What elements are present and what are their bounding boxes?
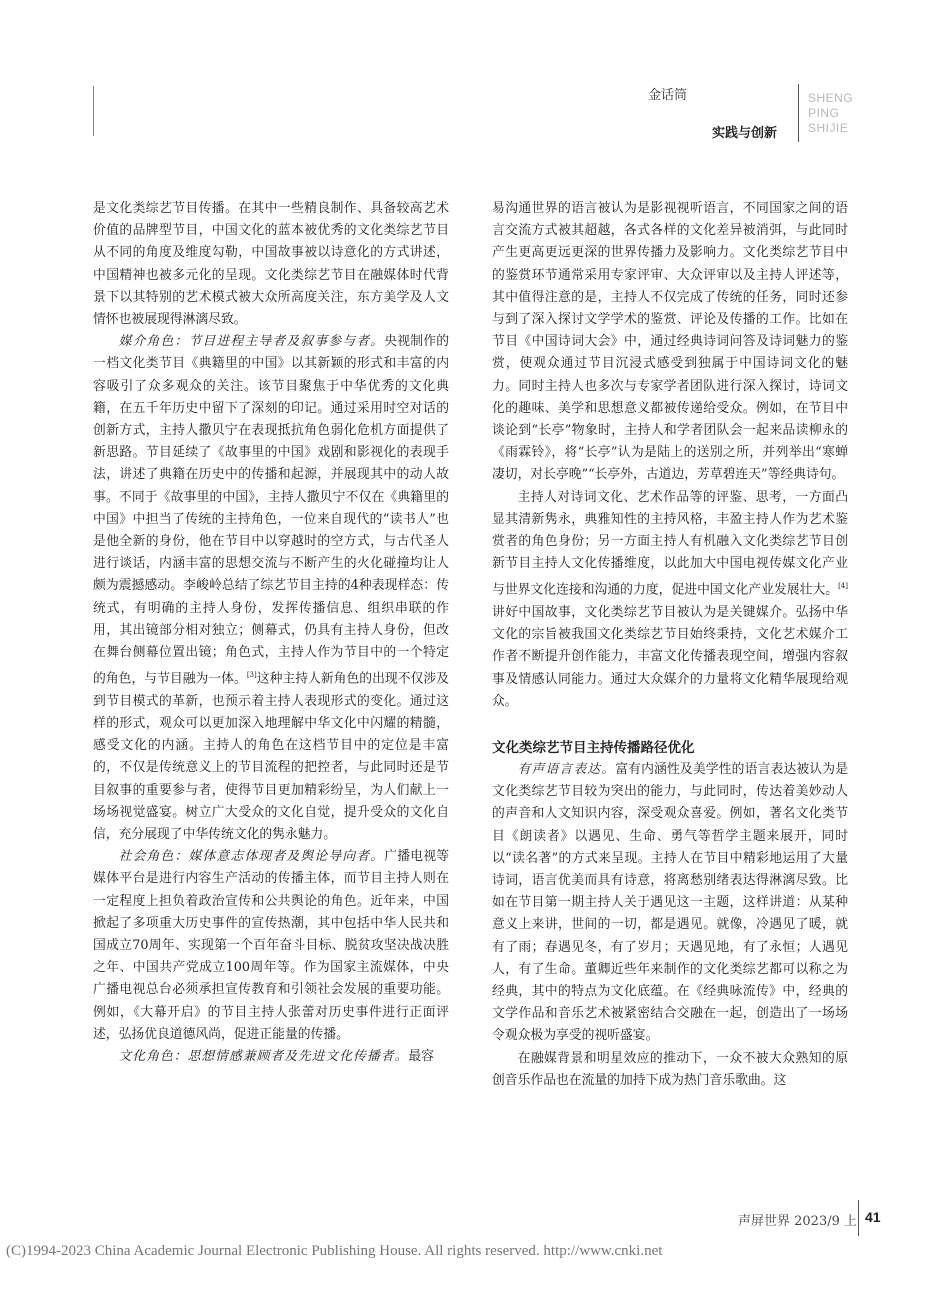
citation-3: [3] xyxy=(246,671,257,680)
header-section-title: 实践与创新 xyxy=(712,126,778,141)
right-paragraph-1: 易沟通世界的语言被认为是影视视听语言，不同国家之间的语言交流方式被其超越，各式各样的文化差异被消弭，与此同时产生更高更远更深的世界传播力及影响力。文化类综艺节目中的鉴赏环节通常采用专家评审、大众评审以及主持人评述等，其中值得注意的是，主持人不仅完成了传统的任务，同时还参与到了深入探讨文学学术的鉴赏、评论及传播的工作。比如在节目《中国诗词大会》中，通过经典诗词问答及诗词魅力的鉴赏，使观众通过节目沉浸式感受到独属于中国诗词文化的魅力。同时主持人也多次与专家学者团队进行深入探讨，诗词文化的趣味、美学和思想意义都被传递给受众。例如，在节目中谈论到“长亭”物象时，主持人和学者团队会一起来品读柳永的《雨霖铃》，将“长亭”认为是陆上的送别之所，并列举出“寒蝉凄切，对长亭晚”“长亭外，古道边，芳草碧连天”等经典诗句。 xyxy=(492,201,848,483)
header-left-rule xyxy=(93,86,94,136)
citation-4: [4] xyxy=(838,582,848,591)
pinyin-line-2: PING xyxy=(808,106,840,120)
section-heading: 文化类综艺节目主持传播路径优化 xyxy=(492,739,695,755)
header-divider xyxy=(798,84,799,142)
header-magazine-pinyin xyxy=(808,91,853,136)
cultural-role-lead: 文化角色：思想情感兼顾者及先进文化传播者。 xyxy=(118,1048,409,1064)
right-paragraph-last: 在融媒背景和明星效应的推动下，一众不被大众熟知的原创音乐作品也在流量的加持下成为热门音乐歌曲。这 xyxy=(492,1050,848,1088)
page-number: 41 xyxy=(865,1209,881,1225)
social-role-text: 广播电视等媒体平台是进行内容生产活动的传播主体，而节目主持人则在一定程度上担负着政治宣传和公共舆论的角色。近年来，中国掀起了多项重大历史事件的宣传热潮，其中包括中华人民共和国成立70周年、实现第一个百年奋斗目标、脱贫攻坚决战决胜之年、中国共产党成立100周年等。作为国家主流媒体，中央广播电视总台必须承担宣传教育和引领社会发展的重要功能。例如，《大幕开启》的节目主持人张蕾对历史事件进行正面评述，弘扬优良道德风尚，促进正能量的传播。 xyxy=(93,849,450,1042)
footer-magazine-issue: 声屏世界 2023/9 上 xyxy=(738,1214,857,1229)
cultural-role-text: 最容 xyxy=(408,1048,434,1064)
left-paragraph-cultural-role xyxy=(93,1046,449,1068)
right-column xyxy=(492,198,848,1092)
right-paragraph-2-text-a: 主持人对诗词文化、艺术作品等的评鉴、思考，一方面凸显其清新隽永，典雅知性的主持风格，丰盈主持人作为艺术鉴赏者的角色身份；另一方面主持人有机融入文化类综艺节目创新节目主持人文化传播维度，以此加大中国电视传媒文化产业与世界文化连接和沟通的力度，促进中国文化产业发展壮大。 xyxy=(492,489,848,598)
right-paragraph-2-text-b: 讲好中国故事，文化类综艺节目被认为是关键媒介。弘扬中华文化的宗旨被我国文化类综艺节目始终秉持，文化艺术媒介工作者不断提升创作能力，丰富文化传播表现空间，增强内容叙事及情感认同能力。通过大众媒介的力量将文化精华展现给观众。 xyxy=(492,604,848,709)
pinyin-line-3: SHIJIE xyxy=(808,121,849,135)
left-column xyxy=(93,198,449,1068)
pinyin-line-1: SHENG xyxy=(808,91,854,105)
header-author: 金话筒 xyxy=(648,88,688,103)
footer-divider xyxy=(858,1200,859,1236)
media-role-lead: 媒介角色：节目进程主导者及叙事参与者。 xyxy=(118,334,385,350)
left-paragraph-media-role xyxy=(93,331,449,846)
voice-expression-lead: 有声语言表达。 xyxy=(517,761,616,777)
media-role-text-a: 央视制作的一档文化类节目《典籍里的中国》以其新颖的形式和丰富的内容吸引了众多观众的关注。该节目聚焦于中华优秀的文化典籍，在五千年历史中留下了深刻的印记。通过采用时空对话的创新方式，主持人撒贝宁在表现抵抗角色弱化危机方面提供了新思路。节目延续了《故事里的中国》戏剧和影视化的表现手法，讲述了典籍在历史中的传播和起源，并展现其中的动人故事。不同于《故事里的中国》，主持人撒贝宁不仅在《典籍里的中国》中担当了传统的主持角色，一位来自现代的“读书人”也是他全新的身份，他在节目中以穿越时的空方式，与古代圣人进行谈话，内涵丰富的思想交流与不断产生的火化碰撞均让人颇为震撼感动。李峻岭总结了综艺节目主持的4种表现样态：传统式，有明确的主持人身份，发挥传播信息、组织串联的作用，其出镜部分相对独立；侧幕式，仍具有主持人身份，但改在舞台侧幕位置出镜；角色式，主持人作为节目中的一个特定的角色，与节目融为一体。 xyxy=(93,334,450,687)
left-paragraph-social-role xyxy=(93,846,449,1046)
copyright-line: (C)1994-2023 China Academic Journal Electronic Publishing House. All rights reserved. http://www.cnki.net xyxy=(6,1243,663,1259)
right-paragraph-2 xyxy=(492,487,848,713)
social-role-lead: 社会角色：媒体意志体现者及舆论导向者。 xyxy=(118,849,385,865)
media-role-text-b: 这种主持人新角色的出现不仅涉及到节目模式的革新，也预示着主持人表现形式的变化。通过这样的形式，观众可以更加深入地理解中华文化中闪耀的精髓，感受文化的内涵。主持人的角色在这档节目中的定位是丰富的，不仅是传统意义上的节目流程的把控者，与此同时还是节目叙事的重要参与者，使得节目更加精彩纷呈，为人们献上一场场视觉盛宴。树立广大受众的文化自觉，提升受众的文化自信，充分展现了中华传统文化的隽永魅力。 xyxy=(93,671,450,842)
voice-expression-text: 富有内涵性及美学性的语言表达被认为是文化类综艺节目较为突出的能力，与此同时，传达着美妙动人的声音和人文知识内容，深受观众喜爱。例如，著名文化类节目《朗读者》以遇见、生命、勇气等哲学主题来展开，同时以“读名著”的方式来呈现。主持人在节目中精彩地运用了大量诗词，语言优美而具有诗意，将离愁别绪表达得淋漓尽致。比如在节目第一期主持人关于遇见这一主题，这样讲道：从某种意义上来讲，世间的一切，都是遇见。就像，冷遇见了暖，就有了雨；春遇见冬，有了岁月；天遇见地，有了永恒；人遇见人，有了生命。董卿近些年来制作的文化类综艺都可以称之为经典，其中的特点为文化底蕴。在《经典咏流传》中，经典的文学作品和音乐艺术被紧密结合交融在一起，创造出了一场场令观众极为享受的视听盛宴。 xyxy=(492,761,849,1044)
right-paragraph-voice-expression xyxy=(492,759,848,1048)
left-paragraph-1: 是文化类综艺节目传播。在其中一些精良制作、具备较高艺术价值的品牌型节目，中国文化的蓝本被优秀的文化类综艺节目从不同的角度及维度勾勒，中国故事被以诗意化的方式讲述，中国精神也被多元化的呈现。文化类综艺节目在融媒体时代背景下以其特别的艺术模式被大众所高度关注，东方美学及人文情怀也被展现得淋漓尽致。 xyxy=(93,201,449,328)
